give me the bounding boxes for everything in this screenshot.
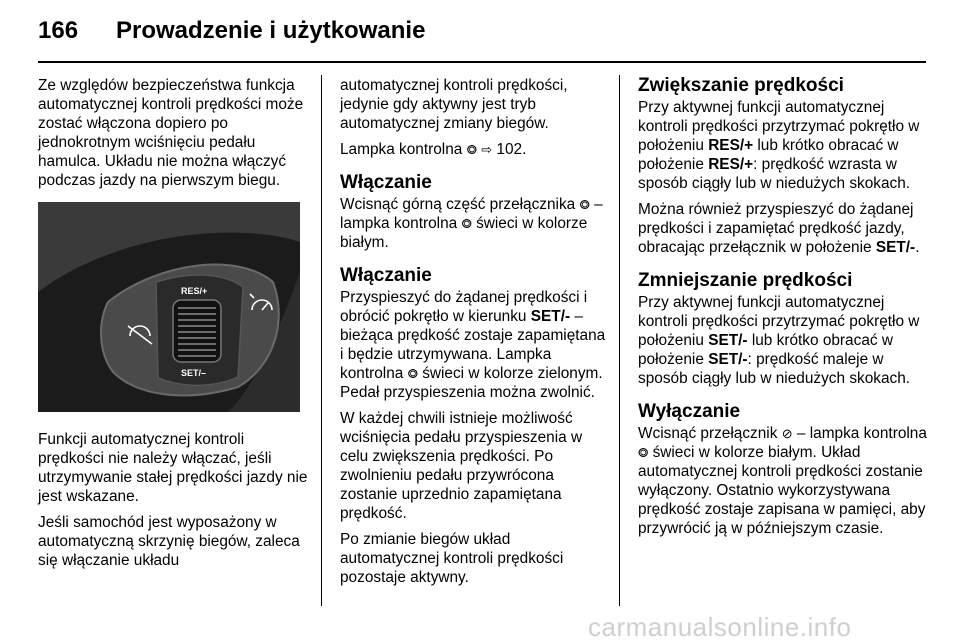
paragraph: automatycznej kontroli prędkości, jedynie gdy aktywny jest tryb automatycznej zmiany biegów. — [340, 77, 568, 132]
column-1 — [38, 76, 310, 577]
paragraph: Lampka kontrolna ⭗ ⇨ 102. — [340, 141, 527, 158]
section-heading: Zwiększanie prędkości — [638, 75, 844, 96]
paragraph: Ze względów bezpieczeństwa funkcja automatycznej kontroli prędkości może zostać włączona dopiero po jednokrotnym wciśnięciu pedału hamulca. Układu nie można włączyć podczas jazdy na pierwszym biegu. — [38, 77, 304, 189]
cruise-control-icon: ⭗ — [461, 216, 472, 231]
paragraph: Po zmianie biegów układ automatycznej kontroli prędkości pozostaje aktywny. — [340, 531, 564, 586]
res-plus-label: RES/+ — [181, 286, 208, 296]
column-divider — [321, 75, 322, 606]
page-number: 166 — [38, 17, 79, 44]
section-heading: Wyłączanie — [638, 401, 741, 422]
cruise-control-icon: ⭗ — [638, 445, 649, 460]
page-reference-icon: ⇨ — [481, 142, 493, 157]
cruise-control-icon: ⭗ — [579, 197, 590, 212]
column-divider — [619, 75, 620, 606]
paragraph: Przy aktywnej funkcji automatycznej kontroli prędkości przytrzymać pokrętło w położeniu RES/+ lub krótko obracać w położenie RES/+: prędkość wzrasta w sposób ciągły lub w niedużych skokach. — [638, 99, 920, 192]
paragraph: Można również przyspieszyć do żądanej prędkości i zapamiętać prędkość jazdy, obracając przełącznik w położenie SET/-. — [638, 201, 920, 256]
steering-wheel-controls-figure — [38, 202, 300, 412]
paragraph: Wcisnąć górną część przełącznika ⭗ – lampka kontrolna ⭗ świeci w kolorze białym. — [340, 196, 603, 251]
paragraph: Wcisnąć przełącznik ⊘ – lampka kontrolna ⭗ świeci w kolorze białym. Układ automatycznej kontroli prędkości zostanie wyłączony. Ostatnio wykorzystywana prędkość zostaje zapisana w pamięci, aby przywrócić ją w późniejszym czasie. — [638, 425, 927, 537]
header-rule — [38, 61, 926, 63]
section-heading: Włączanie — [340, 172, 432, 193]
section-heading: Włączanie — [340, 265, 432, 286]
set-minus-label: SET/– — [181, 368, 207, 378]
column-3 — [638, 76, 928, 545]
watermark: carmanualsonline.info — [588, 612, 852, 642]
paragraph: Funkcji automatycznej kontroli prędkości nie należy włączać, jeśli utrzymywanie stałej prędkości jazdy nie jest wskazane. — [38, 431, 308, 505]
page-title: Prowadzenie i użytkowanie — [116, 17, 426, 44]
cruise-cancel-icon: ⊘ — [781, 426, 793, 441]
cruise-control-icon: ⭗ — [466, 142, 477, 157]
section-heading: Zmniejszanie prędkości — [638, 270, 853, 291]
page-header — [0, 0, 960, 64]
paragraph: Przy aktywnej funkcji automatycznej kontroli prędkości przytrzymać pokrętło w położeniu SET/- lub krótko obracać w położenie SET/-: prędkość maleje w sposób ciągły lub w niedużych skokach. — [638, 294, 920, 387]
paragraph: Jeśli samochód jest wyposażony w automatyczną skrzynię biegów, zaleca się włączanie układu — [38, 514, 300, 569]
cruise-control-icon: ⭗ — [407, 366, 418, 381]
paragraph: Przyspieszyć do żądanej prędkości i obrócić pokrętło w kierunku SET/- – bieżąca prędkość zostaje zapamiętana i będzie utrzymywana. Lampka kontrolna ⭗ świeci w kolorze zielonym. Pedał przyspieszenia można zwolnić. — [340, 289, 606, 401]
paragraph: W każdej chwili istnieje możliwość wciśnięcia pedału przyspieszenia w celu zwiększenia prędkości. Po zwolnieniu pedału przywrócona zostanie uprzednio zapamiętana prędkość. — [340, 410, 583, 522]
column-2 — [340, 76, 610, 594]
